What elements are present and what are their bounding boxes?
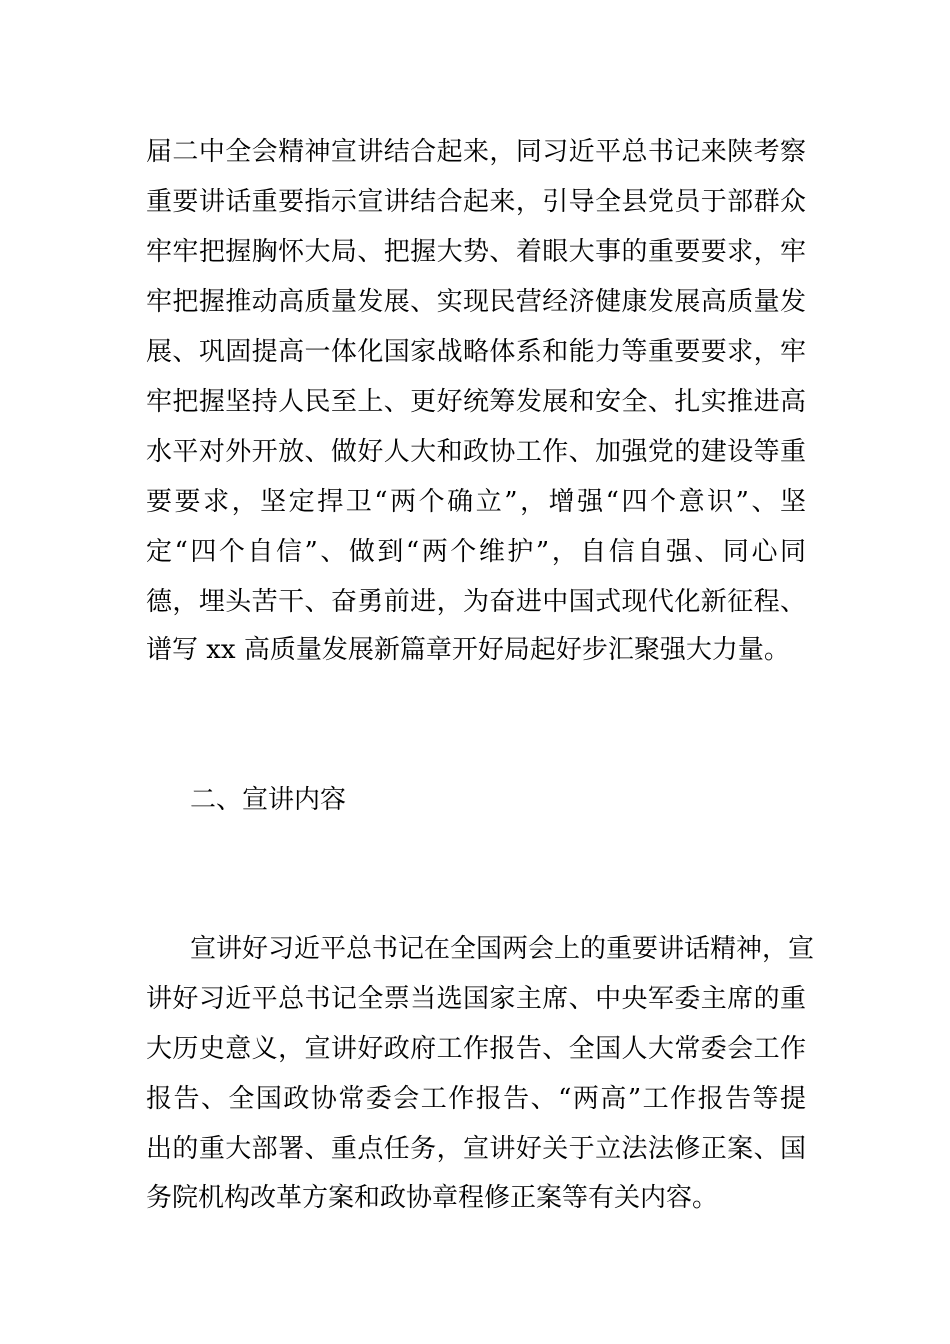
paragraph-1-line-1: 届二中全会精神宣讲结合起来，同习近平总书记来陕考察 — [146, 137, 806, 167]
paragraph-2-line-2: 讲好习近平总书记全票当选国家主席、中央军委主席的重 — [146, 984, 806, 1014]
section-heading: 二、宣讲内容 — [190, 785, 347, 815]
paragraph-1-line-8: 要要求，坚定捍卫“两个确立”，增强“四个意识”、坚 — [146, 487, 806, 517]
paragraph-2-line-1: 宣讲好习近平总书记在全国两会上的重要讲话精神，宣 — [190, 934, 815, 964]
paragraph-2-line-6: 务院机构改革方案和政协章程修正案等有关内容。 — [146, 1183, 719, 1213]
paragraph-1-line-5: 展、巩固提高一体化国家战略体系和能力等重要要求，牢 — [146, 337, 806, 367]
paragraph-1-line-9: 定“四个自信”、做到“两个维护”，自信自强、同心同 — [146, 537, 806, 567]
paragraph-1-line-11: 谱写 xx 高质量发展新篇章开好局起好步汇聚强大力量。 — [146, 635, 790, 665]
paragraph-2-line-5: 出的重大部署、重点任务，宣讲好关于立法法修正案、国 — [146, 1134, 806, 1164]
paragraph-1-line-7: 水平对外开放、做好人大和政协工作、加强党的建设等重 — [146, 437, 806, 467]
paragraph-2-line-3: 大历史意义，宣讲好政府工作报告、全国人大常委会工作 — [146, 1034, 806, 1064]
paragraph-1-line-3: 牢牢把握胸怀大局、把握大势、着眼大事的重要要求，牢 — [146, 237, 806, 267]
paragraph-1-line-6: 牢把握坚持人民至上、更好统筹发展和安全、扎实推进高 — [146, 387, 806, 417]
paragraph-1-line-10: 德，埋头苦干、奋勇前进，为奋进中国式现代化新征程、 — [146, 587, 806, 617]
paragraph-2-line-4: 报告、全国政协常委会工作报告、“两高”工作报告等提 — [146, 1084, 806, 1114]
paragraph-1-line-4: 牢把握推动高质量发展、实现民营经济健康发展高质量发 — [146, 287, 806, 317]
paragraph-1-line-2: 重要讲话重要指示宣讲结合起来，引导全县党员于部群众 — [146, 187, 806, 217]
